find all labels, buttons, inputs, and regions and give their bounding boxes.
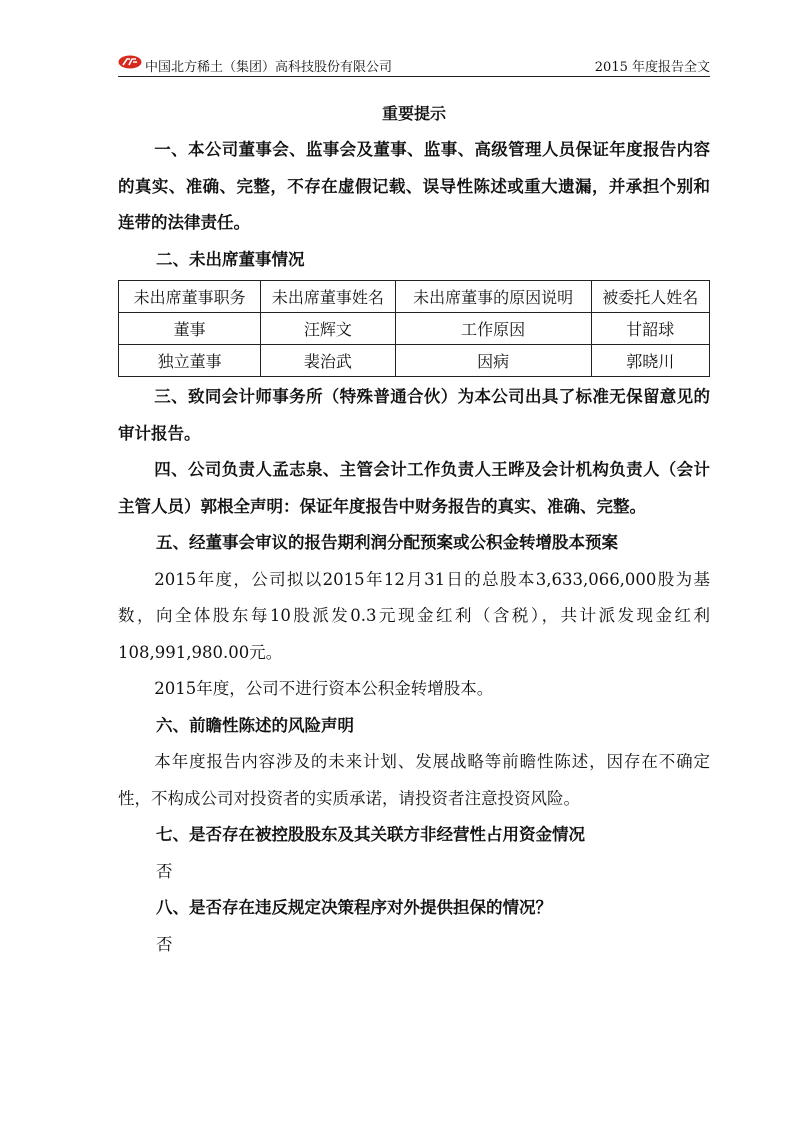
table-cell: 董事 [119, 313, 261, 345]
table-cell: 因病 [395, 345, 591, 377]
item-2-heading: 二、未出席董事情况 [156, 249, 305, 269]
table-header-cell: 未出席董事职务 [119, 281, 261, 313]
item-6-heading: 六、前瞻性陈述的风险声明 [156, 715, 354, 735]
item-8-heading: 八、是否存在违反规定决策程序对外提供担保的情况？ [156, 898, 552, 917]
document-body [118, 96, 710, 963]
table-header-cell: 未出席董事姓名 [261, 281, 395, 313]
company-name: 中国北方稀土（集团）高科技股份有限公司 [145, 60, 393, 75]
table-header-cell: 被委托人姓名 [591, 281, 709, 313]
company-logo-icon [118, 55, 142, 69]
table-row [119, 345, 710, 377]
item-5-paragraph-1: 2015年度，公司拟以2015年12月31日的总股本3,633,066,000股为基数，向全体股东每10股派发0.3元现金红利（含税），共计派发现金红利108,991,980.00元。 [118, 569, 710, 662]
table-header-row [119, 281, 710, 313]
document-title: 2015 年度报告全文 [594, 60, 710, 75]
item-5-heading: 五、经董事会审议的报告期利润分配预案或公积金转增股本预案 [156, 533, 618, 552]
table-cell: 甘韶球 [591, 313, 709, 345]
item-3-statement: 三、致同会计师事务所（特殊普通合伙）为本公司出具了标准无保留意见的审计报告。 [118, 387, 710, 443]
page-header [118, 54, 710, 77]
table-cell: 郭晓川 [591, 345, 709, 377]
item-6-paragraph: 本年度报告内容涉及的未来计划、发展战略等前瞻性陈述，因存在不确定性，不构成公司对投资者的实质承诺，请投资者注意投资风险。 [118, 752, 710, 808]
table-header-cell: 未出席董事的原因说明 [395, 281, 591, 313]
item-5-paragraph-2: 2015年度，公司不进行资本公积金转增股本。 [154, 679, 494, 698]
absent-directors-table [118, 280, 710, 377]
item-7-answer: 否 [156, 861, 173, 881]
page-title: 重要提示 [381, 104, 446, 123]
table-cell: 裴治武 [261, 345, 395, 377]
item-1-statement: 一、本公司董事会、监事会及董事、监事、高级管理人员保证年度报告内容的真实、准确、完整，不存在虚假记载、误导性陈述或重大遗漏，并承担个别和连带的法律责任。 [118, 140, 710, 232]
item-4-statement: 四、公司负责人孟志泉、主管会计工作负责人王晔及会计机构负责人（会计主管人员）郭根全声明：保证年度报告中财务报告的真实、准确、完整。 [118, 460, 710, 516]
table-cell: 汪辉文 [261, 313, 395, 345]
table-row [119, 313, 710, 345]
table-cell: 工作原因 [395, 313, 591, 345]
table-cell: 独立董事 [119, 345, 261, 377]
item-7-heading: 七、是否存在被控股股东及其关联方非经营性占用资金情况 [156, 825, 585, 844]
item-8-answer: 否 [156, 934, 173, 954]
